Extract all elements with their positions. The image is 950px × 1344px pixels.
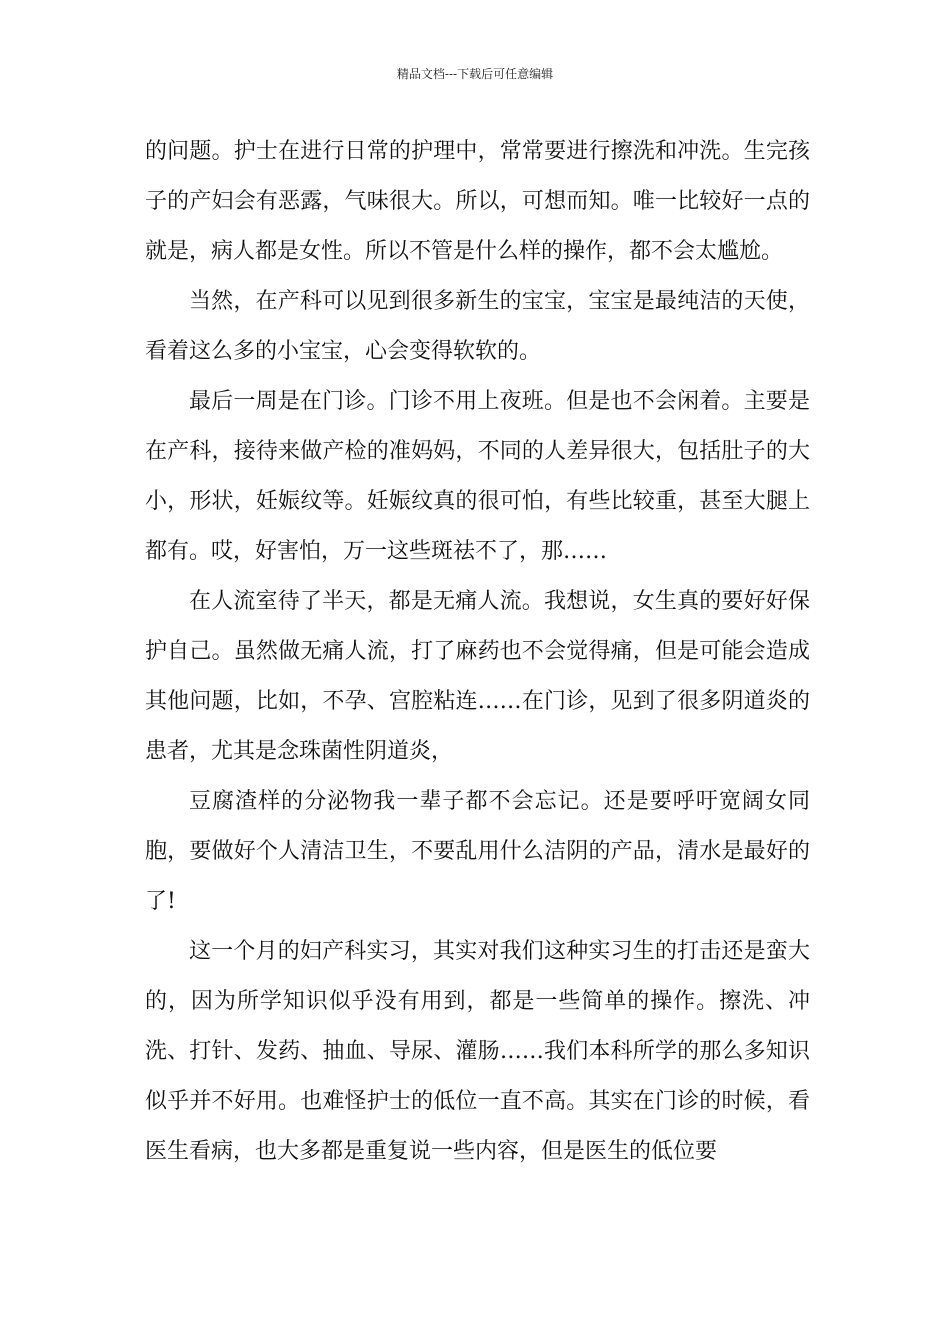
page-header: 精品文档---下载后可任意编辑 xyxy=(396,67,554,81)
paragraph-continuation: 的问题。护士在进行日常的护理中，常常要进行擦洗和冲洗。生完孩子的产妇会有恶露，气味很大。所以，可想而知。唯一比较好一点的就是，病人都是女性。所以不管是什么样的操作，都不会太尴尬。 xyxy=(145,139,810,264)
paragraph: 豆腐渣样的分泌物我一辈子都不会忘记。还是要呼吁宽阔女同胞，要做好个人清洁卫生，不要乱用什么洁阴的产品，清水是最好的了! xyxy=(145,789,810,914)
paragraph: 当然，在产科可以见到很多新生的宝宝，宝宝是最纯洁的天使，看着这么多的小宝宝，心会变得软软的。 xyxy=(145,289,810,364)
document-body xyxy=(145,127,810,1177)
paragraph: 这一个月的妇产科实习，其实对我们这种实习生的打击还是蛮大的，因为所学知识似乎没有用到，都是一些简单的操作。擦洗、冲洗、打针、发药、抽血、导尿、灌肠……我们本科所学的那么多知识似乎并不好用。也难怪护士的低位一直不高。其实在门诊的时候，看医生看病，也大多都是重复说一些内容，但是医生的低位要 xyxy=(145,939,810,1164)
paragraph: 最后一周是在门诊。门诊不用上夜班。但是也不会闲着。主要是在产科，接待来做产检的准妈妈，不同的人差异很大，包括肚子的大小，形状，妊娠纹等。妊娠纹真的很可怕，有些比较重，甚至大腿上都有。哎，好害怕，万一这些斑祛不了，那…… xyxy=(145,389,810,564)
paragraph: 在人流室待了半天，都是无痛人流。我想说，女生真的要好好保护自己。虽然做无痛人流，打了麻药也不会觉得痛，但是可能会造成其他问题，比如，不孕、宫腔粘连……在门诊，见到了很多阴道炎的患者，尤其是念珠菌性阴道炎， xyxy=(145,589,810,764)
